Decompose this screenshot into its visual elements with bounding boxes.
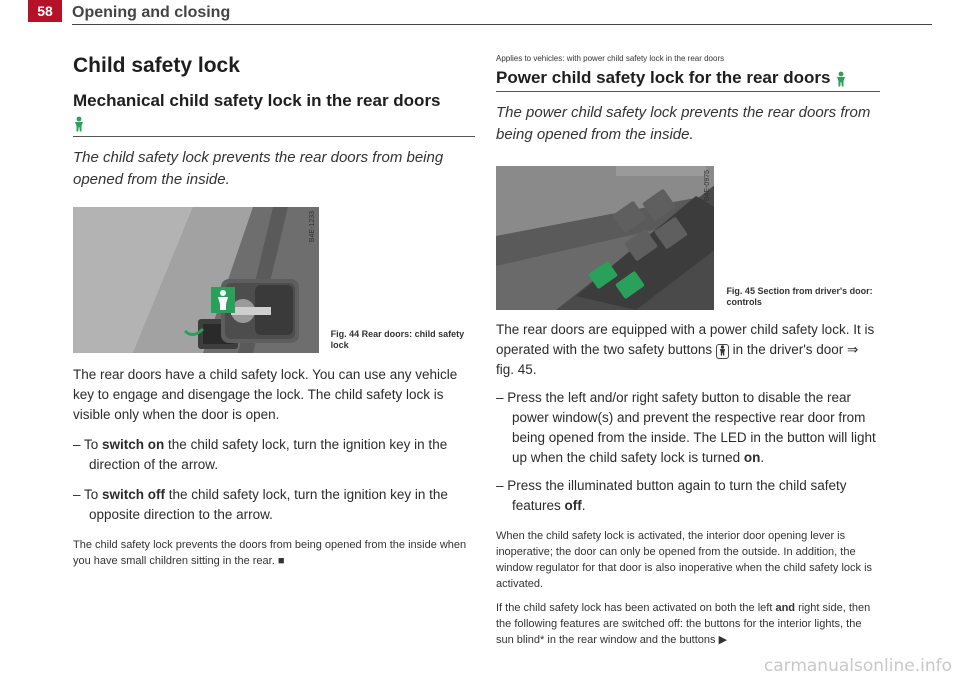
driver-door-illustration — [496, 166, 714, 310]
bullet-switch-on — [73, 435, 475, 475]
door-lock-illustration — [73, 207, 319, 353]
body-text-b: in the driver's door ⇒ fig. 45. — [496, 342, 859, 377]
figure-caption: Fig. 45 Section from driver's door: controls — [726, 286, 873, 307]
mechanical-lock-heading-text: Mechanical child safety lock in the rear doors — [73, 91, 441, 110]
note2-bold: and — [775, 602, 796, 614]
figure-code: B4E-1233 — [308, 211, 316, 243]
figure-44 — [73, 207, 475, 353]
door-lock-photo — [73, 207, 319, 353]
header-divider — [72, 24, 932, 25]
child-icon — [73, 116, 85, 132]
note-paragraph-1: When the child safety lock is activated, the interior door opening lever is inoperative; the door can only be opened from the outside. In addition, the window regulator for that door is also inoperative when the child safety lock is activated. — [496, 530, 873, 590]
bullet-text-bold: on — [743, 450, 761, 465]
power-lock-heading-text: Power child safety lock for the rear doors — [496, 68, 831, 87]
lead-text: The child safety lock prevents the rear doors from being opened from the inside. — [73, 149, 444, 188]
mechanical-lock-heading — [73, 90, 475, 134]
power-lock-heading — [496, 67, 880, 89]
body-paragraph — [496, 320, 880, 380]
watermark: carmanualsonline.info — [763, 656, 952, 676]
figure-caption: Fig. 44 Rear doors: child safety lock — [330, 329, 465, 350]
bullet-text-pre: To — [84, 437, 103, 452]
section-title: Opening and closing — [72, 4, 231, 21]
bullet-text-bold: switch on — [102, 437, 165, 452]
page-number: 58 — [28, 0, 62, 22]
note2-post: right side, then the following features are switched off: the buttons for the interior lights, the sun blind* in the rear window and the buttons ▶ — [496, 602, 871, 646]
driver-door-controls-photo — [496, 166, 714, 310]
bullet-text-post: . — [581, 498, 586, 513]
bullet-text-pre: Press the left and/or right safety button to disable the rear power window(s) and prevent the respective rear door from being opened from the inside. The LED in the button will light up when the child safety lock is turned — [507, 390, 876, 465]
body-text-a: The rear doors are equipped with a power child safety lock. It is operated with the two safety buttons — [496, 322, 875, 357]
bullet-text-bold: off — [564, 498, 582, 513]
heading-rule — [73, 136, 475, 137]
note2-pre: If the child safety lock has been activated on both the left — [496, 602, 776, 614]
safety-button-icon — [716, 344, 729, 359]
bullet-switch-off — [73, 485, 475, 525]
bullet-text-pre: Press the illuminated button again to turn the child safety features — [507, 478, 847, 513]
body-paragraph: The rear doors have a child safety lock. You can use any vehicle key to engage and disengage the lock. The child safety lock is visible only when the door is open. — [73, 367, 458, 422]
left-column — [73, 40, 475, 569]
figure-45 — [496, 166, 880, 310]
note-paragraph-2 — [496, 600, 880, 648]
right-column — [496, 40, 880, 648]
bullet-disable — [496, 388, 880, 468]
bullet-text-post: . — [760, 450, 765, 465]
page-title: Child safety lock — [73, 54, 240, 77]
note-paragraph: The child safety lock prevents the doors from being opened from the inside when you have small children sitting in the rear. ■ — [73, 539, 467, 567]
figure-code: B4E-0975 — [704, 170, 712, 202]
heading-rule — [496, 91, 880, 92]
bullet-text-post: the child safety lock, turn the ignition key in the opposite direction to the arrow. — [89, 487, 448, 522]
applies-to-text: Applies to vehicles: with power child safety lock in the rear doors — [496, 54, 725, 63]
lead-text: The power child safety lock prevents the rear doors from being opened from the inside. — [496, 104, 871, 143]
bullet-text-post: the child safety lock, turn the ignition key in the direction of the arrow. — [89, 437, 448, 472]
bullet-enable — [496, 476, 880, 516]
bullet-text-bold: switch off — [102, 487, 166, 502]
bullet-text-pre: To — [84, 487, 103, 502]
child-icon — [835, 71, 847, 87]
